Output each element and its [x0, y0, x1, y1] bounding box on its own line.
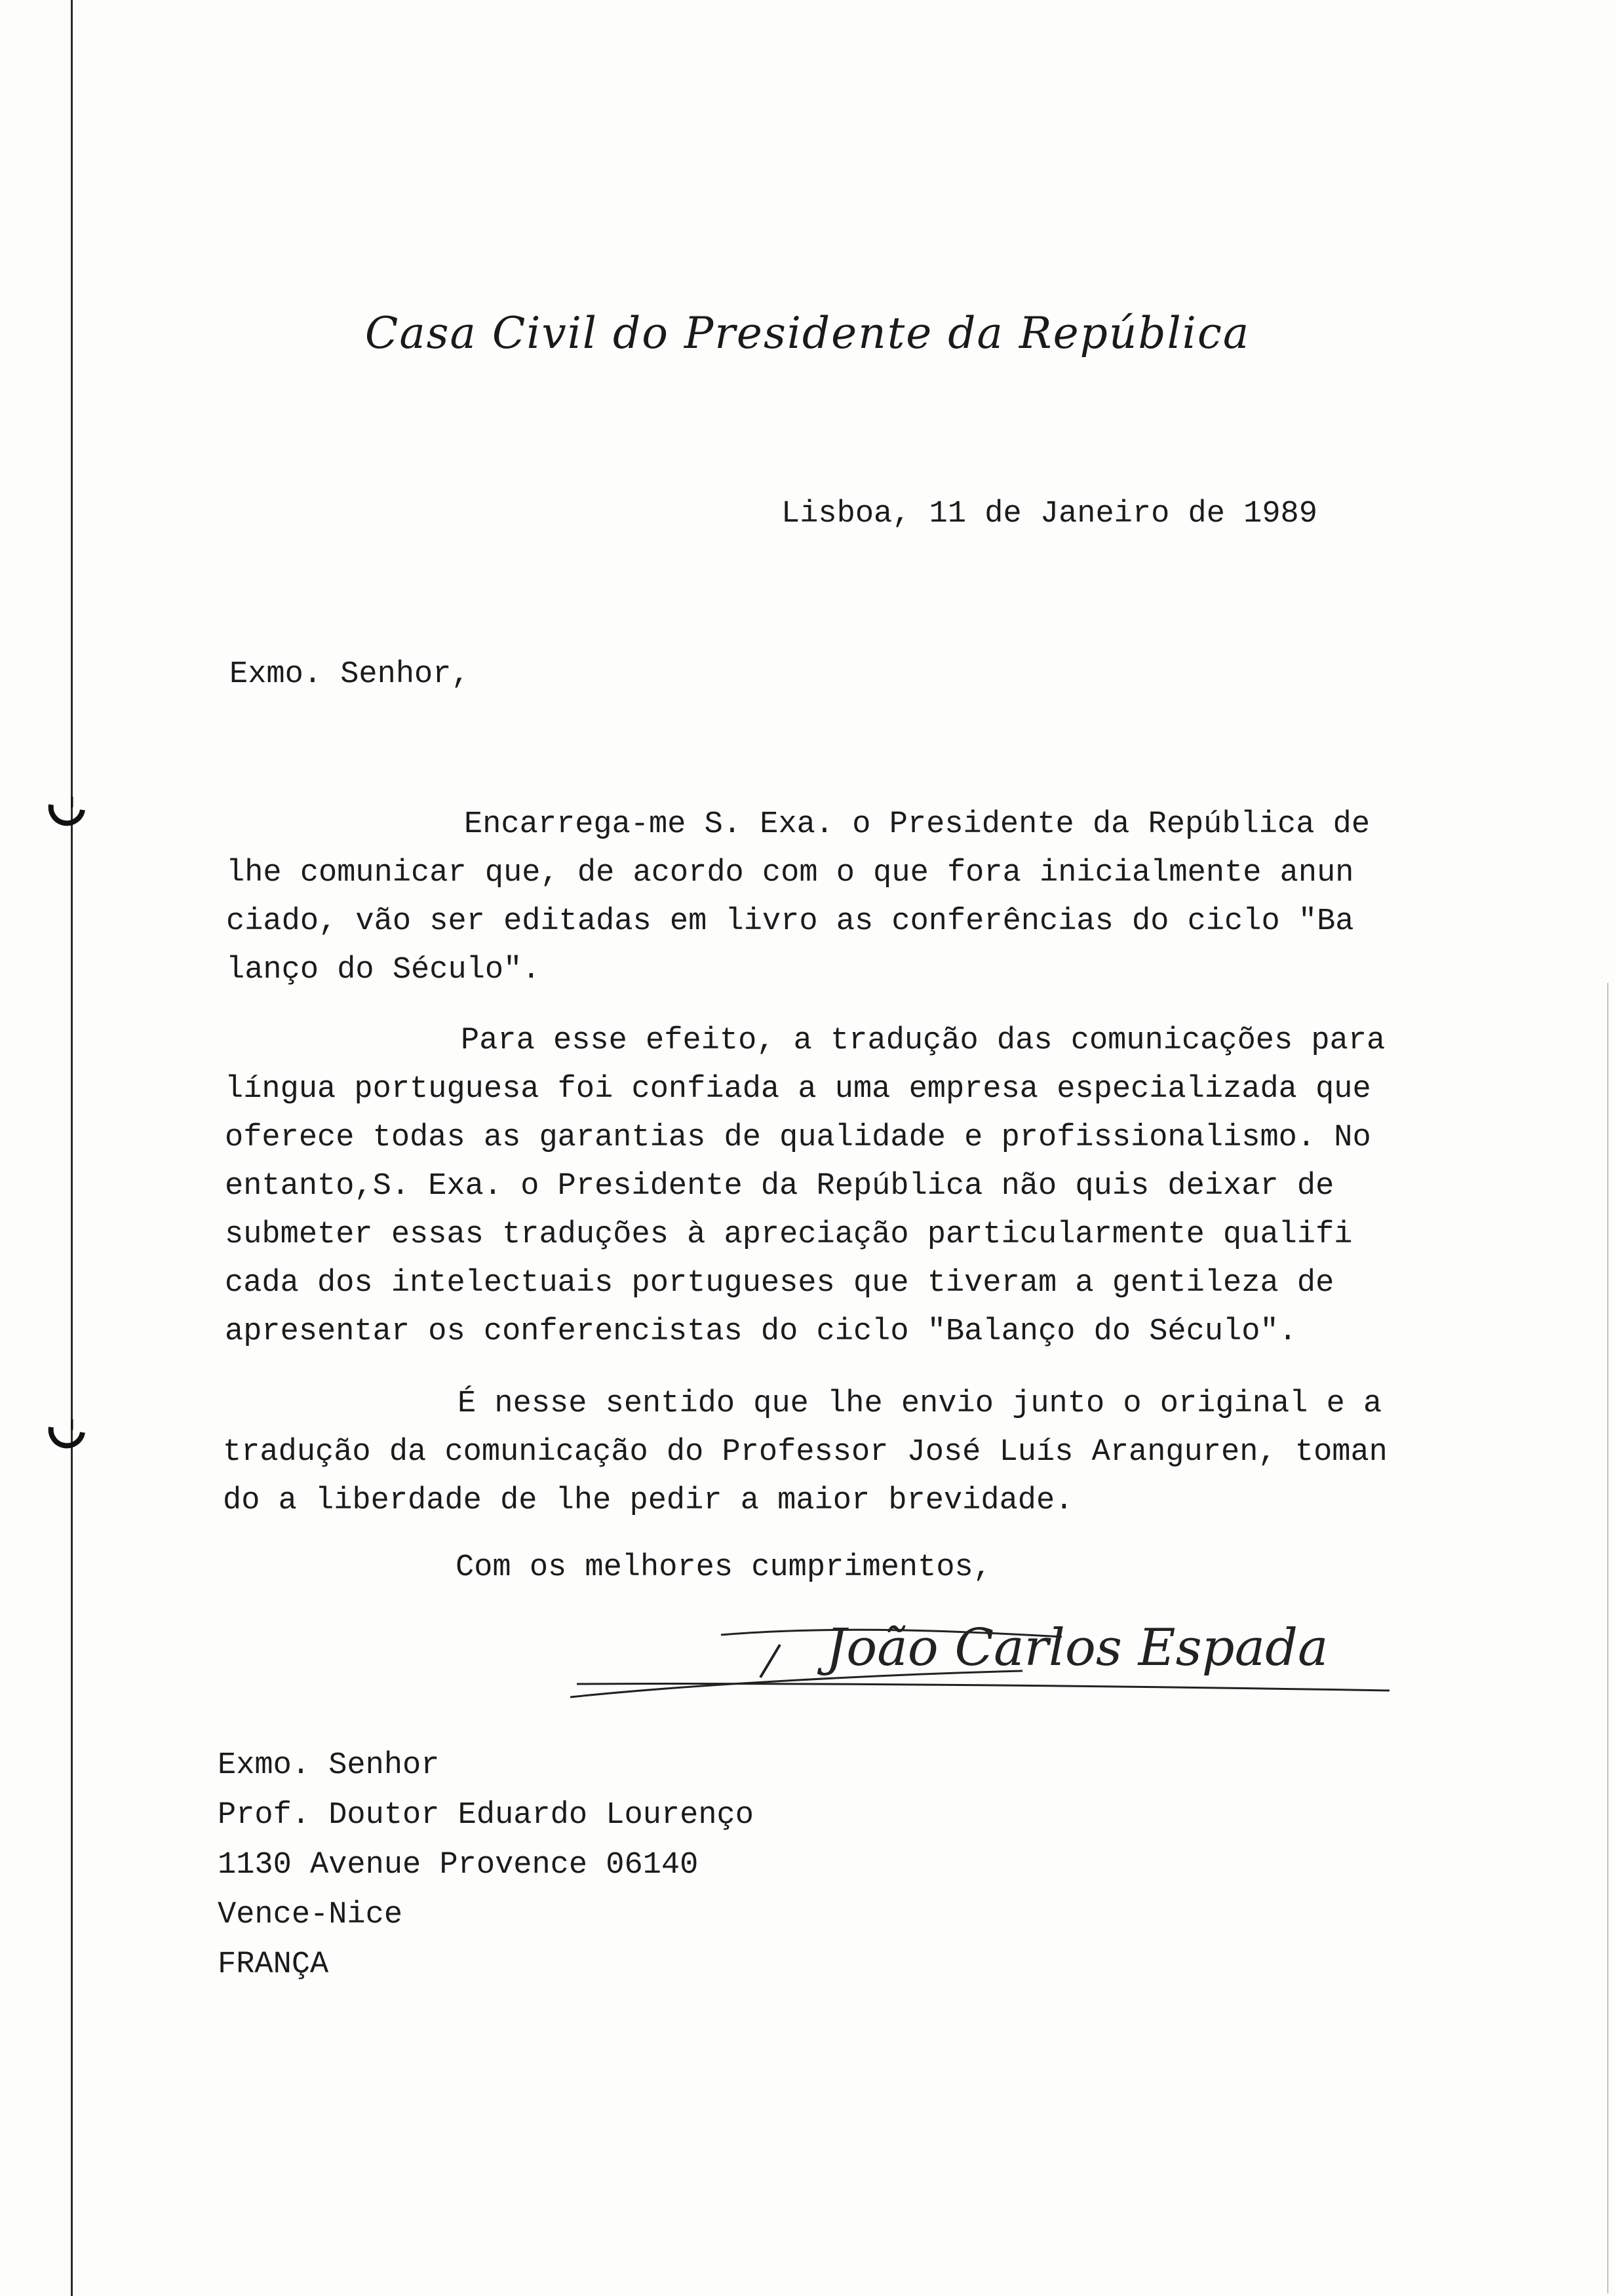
addressee-line: Vence-Nice [218, 1898, 403, 1932]
addressee-line: Prof. Doutor Eduardo Lourenço [218, 1798, 754, 1833]
date-line: Lisboa, 11 de Janeiro de 1989 [781, 497, 1317, 531]
addressee-line: 1130 Avenue Provence 06140 [218, 1848, 699, 1883]
signature-name: João Carlos Espada [826, 1618, 1329, 1677]
paragraph-1-line: Encarrega-me S. Exa. o Presidente da República de [464, 807, 1371, 842]
punch-hole-icon [46, 1415, 85, 1455]
paragraph-3-line: do a liberdade de lhe pedir a maior brevidade. [223, 1483, 1074, 1518]
paragraph-3-line: É nesse sentido que lhe envio junto o original e a [457, 1387, 1382, 1421]
paragraph-2-line: apresentar os conferencistas do ciclo "Balanço do Século". [225, 1314, 1297, 1349]
closing-line: Com os melhores cumprimentos, [456, 1550, 992, 1585]
paragraph-1-line: lanço do Século". [226, 953, 541, 987]
paragraph-2-line: cada dos intelectuais portugueses que tiveram a gentileza de [225, 1266, 1334, 1301]
paragraph-1-line: ciado, vão ser editadas em livro as conferências do ciclo "Ba [226, 904, 1354, 939]
paragraph-3-line: tradução da comunicação do Professor José Luís Aranguren, toman [223, 1435, 1388, 1470]
addressee-line: FRANÇA [218, 1947, 329, 1982]
signature [564, 1605, 1403, 1710]
paragraph-2-line: oferece todas as garantias de qualidade e profissionalismo. No [225, 1120, 1371, 1155]
paragraph-2-line: submeter essas traduções à apreciação particularmente qualifi [225, 1217, 1353, 1252]
addressee-line: Exmo. Senhor [218, 1748, 440, 1783]
page-right-edge [1607, 983, 1608, 2293]
punch-hole-icon [46, 793, 85, 832]
paragraph-2-line: entanto,S. Exa. o Presidente da República não quis deixar de [225, 1169, 1334, 1204]
salutation: Exmo. Senhor, [229, 657, 470, 692]
letterhead-title: Casa Civil do Presidente da República [364, 308, 1251, 358]
paragraph-2-line: língua portuguesa foi confiada a uma empresa especializada que [225, 1072, 1371, 1107]
paragraph-1-line: lhe comunicar que, de acordo com o que fora inicialmente anun [226, 856, 1354, 890]
paragraph-2-line: Para esse efeito, a tradução das comunicações para [461, 1024, 1386, 1058]
